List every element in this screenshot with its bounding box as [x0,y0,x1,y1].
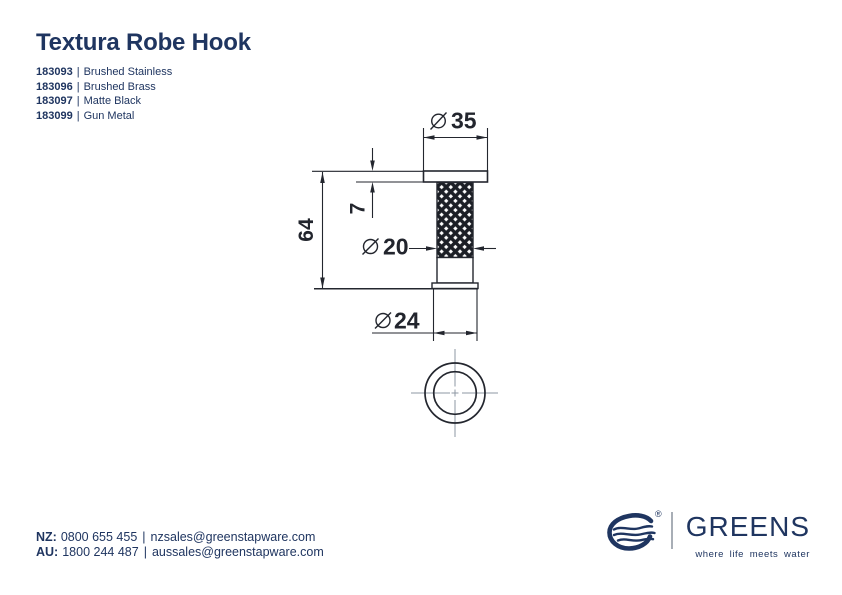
separator: | [143,545,147,560]
brand-tagline: where life meets water [695,549,810,560]
separator: | [76,109,80,122]
separator: | [76,95,80,108]
dimension-base-diameter [372,308,477,336]
contact-row [36,530,324,545]
product-finish: Brushed Stainless [83,66,173,78]
dimension-cap-diameter [424,108,488,172]
arrowhead-icon [473,246,484,251]
dimension-value: 35 [451,107,477,134]
arrowhead-icon [320,278,325,289]
diameter-symbol [431,113,447,130]
contact-region: NZ: [36,530,57,544]
lower-column-outline [437,258,473,284]
arrowhead-icon [426,246,437,251]
arrowhead-icon [477,135,488,140]
brand-name: GREENS [685,511,810,542]
arrowhead-icon [370,161,375,172]
product-finish: Matte Black [83,95,142,108]
contact-email: aussales@greenstapware.com [151,545,324,560]
arrowhead-icon [466,331,477,336]
base-flange-outline [432,283,478,289]
separator: | [142,530,146,544]
product-finish: Gun Metal [83,109,135,122]
footer-contacts [36,530,324,561]
dimension-value: 24 [394,307,420,334]
bottom-view [411,349,498,437]
product-code: 183096 [36,80,73,93]
product-finish: Brushed Brass [83,80,156,93]
contact-phone: 1800 244 487 [62,545,139,560]
dimension-value: 20 [383,233,409,260]
product-code: 183099 [36,109,73,122]
separator: | [76,80,80,93]
page-title: Textura Robe Hook [36,29,251,56]
dimension-value: 64 [295,218,318,242]
contact-phone: 0800 655 455 [60,530,138,544]
registered-trademark: ® [655,509,662,519]
brand-logo [604,506,810,566]
arrowhead-icon [370,182,375,193]
contact-region: AU: [36,545,59,560]
separator: | [76,66,80,78]
greens-g-wave-icon [606,513,658,553]
diameter-symbol [375,313,391,329]
dimension-cap-thickness [347,148,375,218]
arrowhead-icon [320,172,325,183]
dimension-knurl-diameter [363,234,497,260]
arrowhead-icon [424,135,435,140]
dimension-value: 7 [346,202,370,215]
knurl-texture [437,183,473,258]
dimension-overall-height [295,172,325,289]
cap-outline [424,171,488,182]
contact-email: nzsales@greenstapware.com [150,530,316,544]
product-code: 183097 [36,95,73,108]
arrowhead-icon [434,331,445,336]
diameter-symbol [363,239,379,255]
product-code: 183093 [36,66,73,78]
contact-row [36,545,324,560]
logo-divider [671,512,673,549]
